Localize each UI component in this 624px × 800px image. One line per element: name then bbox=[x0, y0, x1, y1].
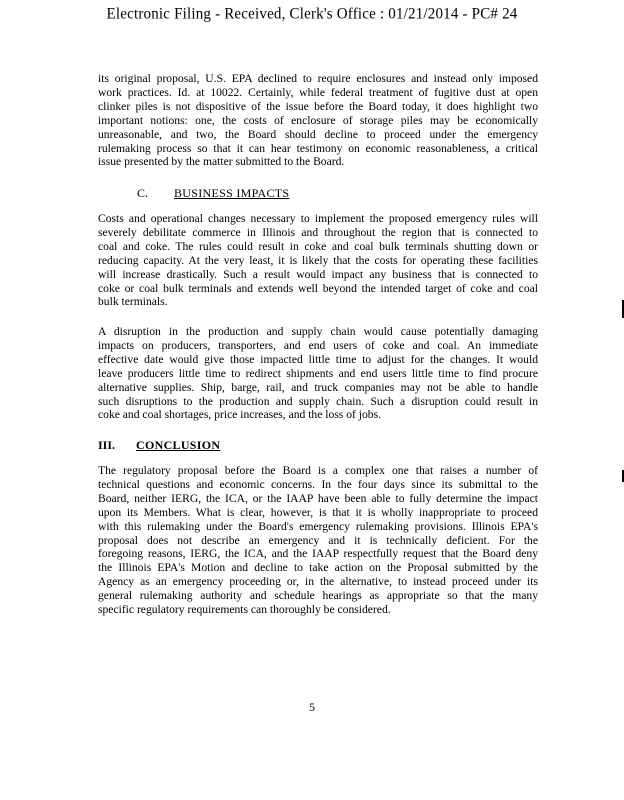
text-line: impacts on producers, transporters, and end users of coke and coal. An immediate bbox=[98, 338, 538, 352]
text-line: foregoing reasons, IERG, the ICA, and the IAAP respectfully request that the Board deny bbox=[98, 547, 538, 561]
text-line: coke or coal bulk terminals and extends well beyond the intended target of coke and coal bbox=[98, 281, 538, 295]
text-line: issue presented by the matter submitted to the Board. bbox=[98, 155, 345, 169]
text-line: unreasonable, and two, the Board should decline to proceed under the emergency bbox=[98, 127, 538, 141]
text-line: work practices. Id. at 10022. Certainly, while federal treatment of fugitive dust at open bbox=[98, 85, 538, 99]
section-title: CONCLUSION bbox=[136, 438, 221, 452]
section-heading-business-impacts bbox=[137, 186, 289, 201]
text-line: Board, neither IERG, the ICA, or the IAAP have been able to fully determine the impact bbox=[98, 491, 538, 505]
text-line: with this rulemaking under the Board's emergency rulemaking provisions. Illinois EPA's bbox=[98, 519, 538, 533]
text-line: upon its Members. What is clear, however, is that it is wholly inappropriate to proceed bbox=[98, 505, 538, 519]
text-line: reducing capacity. At the very least, it is likely that the costs for operating these facilities bbox=[98, 253, 538, 267]
filing-stamp-header: Electronic Filing - Received, Clerk's Office : 01/21/2014 - PC# 24 bbox=[106, 5, 518, 23]
paragraph-supply-chain bbox=[98, 325, 538, 422]
text-line: technical questions and economic concerns. In the four days since its submittal to the bbox=[98, 477, 538, 491]
text-line: clinker piles is not dispositive of the issue before the Board today, it does highlight two bbox=[98, 99, 538, 113]
paragraph-conclusion bbox=[98, 464, 538, 617]
text-line: rulemaking process so that it can hear testimony on economic reasonableness, a critical bbox=[98, 141, 538, 155]
text-line: Costs and operational changes necessary to implement the proposed emergency rules will bbox=[98, 212, 538, 225]
text-line: the Illinois EPA's Motion and decline to take action on the Proposal submitted by the bbox=[98, 561, 538, 575]
section-number: C. bbox=[137, 186, 149, 200]
text-line: will increase drastically. Such a result would impact any business that is connected to bbox=[98, 267, 538, 281]
text-line: The regulatory proposal before the Board is a complex one that raises a number of bbox=[98, 464, 538, 477]
section-number: III. bbox=[98, 438, 116, 452]
text-line: Agency as an emergency proceeding or, in the alternative, to instead proceed under its bbox=[98, 575, 538, 589]
text-line: leave producers little time to redirect shipments and end users little time to find procure bbox=[98, 366, 538, 380]
text-line: effective date would give those impacted little time to adjust for the changes. It would bbox=[98, 352, 538, 366]
text-line: general rulemaking authority and schedule hearings as appropriate so that the many bbox=[98, 589, 538, 603]
text-line: its original proposal, U.S. EPA declined to require enclosures and instead only imposed bbox=[98, 72, 538, 85]
text-line: severely debilitate commerce in Illinois and throughout the region that is connected to bbox=[98, 225, 538, 239]
text-line: proposal does not describe an emergency and it is technically deficient. For the bbox=[98, 533, 538, 547]
section-heading-conclusion bbox=[98, 438, 220, 453]
paragraph-emissions-context bbox=[98, 72, 538, 169]
text-line: specific regulatory requirements can thoroughly be considered. bbox=[98, 603, 391, 617]
text-line: coal and coke. The rules could result in coke and coal bulk terminals shutting down or bbox=[98, 239, 538, 253]
section-title: BUSINESS IMPACTS bbox=[174, 186, 290, 200]
page-number: 5 bbox=[309, 700, 315, 714]
text-line: such disruptions to the production and supply chain. Such a disruption could result in bbox=[98, 394, 538, 408]
text-line: A disruption in the production and supply chain would cause potentially damaging bbox=[98, 325, 538, 338]
text-line: bulk terminals. bbox=[98, 295, 168, 309]
text-line: important notions: one, the costs of enclosure of storage piles may be economically bbox=[98, 113, 538, 127]
text-line: coke and coal shortages, price increases, and the loss of jobs. bbox=[98, 408, 381, 422]
paragraph-costs bbox=[98, 212, 538, 309]
text-line: alternative supplies. Ship, barge, rail, and truck companies may not be able to handle bbox=[98, 380, 538, 394]
